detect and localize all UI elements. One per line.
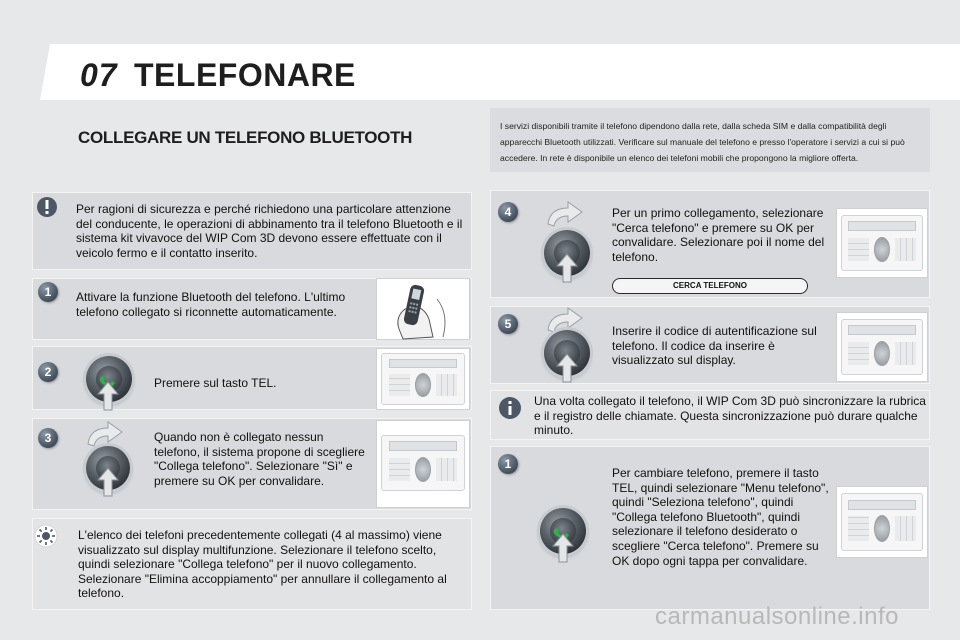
step-5-text: Inserire il codice di autentificazione sul telefono. Il codice da inserire è visualizzato sul display.	[612, 324, 817, 368]
press-arrow-icon	[553, 352, 581, 384]
press-arrow-icon	[549, 532, 577, 564]
radio-unit	[841, 319, 923, 375]
info-text: Una volta collegato il telefono, il WIP Com 3D può sincronizzare la rubrica e il registro delle chiamate. Questa sincronizzazione può durare qualche minuto.	[534, 394, 926, 438]
change-phone-text: Per cambiare telefono, premere il tasto TEL, quindi selezionare "Menu telefono", quindi "Seleziona telefono", quindi "Collega telefono Bluetooth", quindi selezionare il telefono desiderato o scegliere "Cerca telefono". Premere su OK dopo ogni tappa per convalidare.	[612, 466, 829, 568]
step-4-image	[836, 208, 928, 278]
step-1-text: Attivare la funzione Bluetooth del telefono. L'ultimo telefono collegato si riconnette automaticamente.	[76, 290, 346, 319]
turn-arrow-icon	[84, 420, 128, 448]
step-1-badge: 1	[38, 282, 58, 302]
step-4-badge: 4	[498, 202, 518, 222]
tip-text: L'elenco dei telefoni precedentemente collegati (4 al massimo) viene visualizzato sul display multifunzione. Selezionare il telefono scelto, quindi selezionare "Collega telefono" per il nuovo collegamento. Selezionare "Elimina accoppiamento" per annullare il collegamento al telefono.	[78, 528, 447, 601]
chapter-title: TELEFONARE	[134, 57, 356, 93]
step-1-image	[376, 278, 470, 340]
cerca-telefono-button[interactable]: CERCA TELEFONO	[612, 278, 808, 294]
step-4-text: Per un primo collegamento, selezionare "Cerca telefono" e premere su OK per convalidare. Selezionare poi il nome del telefono.	[612, 206, 825, 264]
press-arrow-icon	[94, 466, 122, 498]
change-phone-badge: 1	[498, 454, 518, 474]
warning-text: Per ragioni di sicurezza e perché richiedono una particolare attenzione del conducente, le operazioni di abbinamento tra il telefono Bluetooth e il sistema kit vivavoce del WIP Com 3D devono essere effettuate con il veicolo fermo e il contatto inserito.	[76, 202, 463, 260]
step-3-badge: 3	[38, 428, 58, 448]
section-title: COLLEGARE UN TELEFONO BLUETOOTH	[78, 128, 413, 147]
radio-unit	[381, 435, 465, 491]
step-5-badge: 5	[498, 314, 518, 334]
step-5-image	[836, 312, 928, 382]
radio-unit	[381, 353, 465, 405]
intro-text: I servizi disponibili tramite il telefono dipendono dalla rete, dalla scheda SIM e dalla compatibilità degli apparecchi Bluetooth utilizzati. Verificare sul manuale del telefono e presso l'operatore i servizi a cui si può accedere. In rete è disponibile un elenco dei telefoni mobili che propongono la migliore offerta.	[500, 121, 905, 163]
step-2-text: Premere sul tasto TEL.	[154, 376, 277, 390]
change-phone-image	[836, 486, 928, 558]
turn-arrow-icon	[544, 200, 588, 228]
watermark: carmanualsonline.info	[655, 603, 899, 630]
exclamation-icon	[36, 196, 58, 218]
step-2-image	[376, 348, 470, 410]
chapter-number: 07	[80, 57, 118, 93]
press-arrow-icon	[553, 252, 581, 284]
step-2-badge: 2	[38, 362, 58, 382]
sun-icon	[34, 524, 58, 548]
radio-unit	[841, 215, 923, 271]
radio-unit	[841, 493, 923, 551]
press-arrow-icon	[94, 380, 122, 412]
info-icon	[498, 396, 522, 420]
step-3-image	[376, 420, 470, 508]
step-3-text: Quando non è collegato nessun telefono, il sistema propone di scegliere "Collega telefono". Selezionare "Sì" e premere su OK per convalidare.	[154, 430, 365, 488]
phone-in-hand-icon	[377, 279, 471, 341]
